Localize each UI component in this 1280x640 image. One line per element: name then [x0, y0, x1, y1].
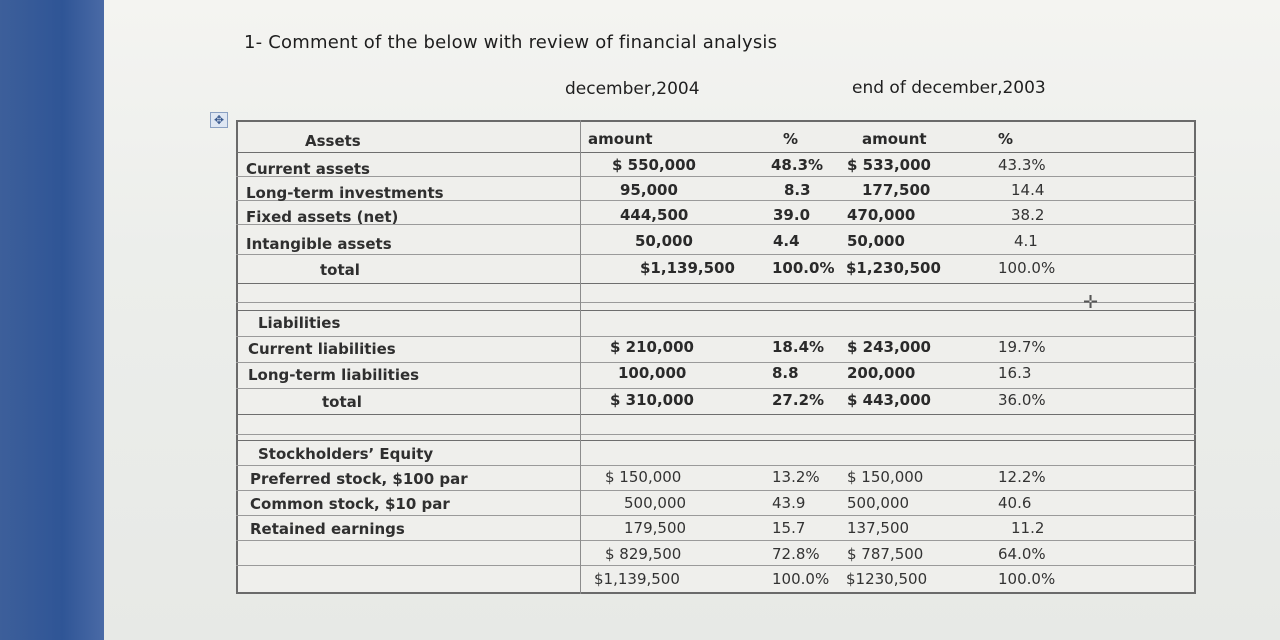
- amount-2003: 137,500: [847, 519, 910, 537]
- pct-2004: 15.7: [772, 519, 806, 537]
- row-divider: [236, 414, 1196, 415]
- period-2004: december,2004: [565, 79, 700, 99]
- page-title: 1- Comment of the below with review of financial analysis: [244, 32, 778, 53]
- amount-2004: $ 550,000: [612, 156, 696, 174]
- row-divider: [236, 152, 1196, 153]
- amount-2003: 177,500: [862, 181, 931, 199]
- amount-2003: $ 533,000: [847, 156, 931, 174]
- move-cursor-icon: ✛: [1083, 292, 1099, 313]
- amount-2004: $ 829,500: [605, 545, 682, 563]
- period-2003: end of december,2003: [852, 78, 1046, 98]
- pct-2004: 39.0: [773, 206, 811, 224]
- row-divider: [236, 362, 1196, 363]
- row-label: Retained earnings: [250, 520, 405, 538]
- row-label: Current assets: [246, 160, 370, 178]
- amount-2003: $ 443,000: [847, 391, 931, 409]
- amount-2003: $ 243,000: [847, 338, 931, 356]
- row-divider: [236, 434, 1196, 435]
- amount-2003: $ 787,500: [847, 545, 924, 563]
- row-label: Long-term investments: [246, 184, 444, 202]
- amount-2003: $1,230,500: [846, 259, 941, 277]
- amount-2003: $1230,500: [846, 570, 928, 588]
- amount-2004: $ 310,000: [610, 391, 694, 409]
- row-divider: [236, 254, 1196, 255]
- amount-2004: 95,000: [620, 181, 678, 199]
- row-divider: [236, 336, 1196, 337]
- amount-2003: 50,000: [847, 232, 905, 250]
- row-label: Current liabilities: [248, 340, 396, 358]
- row-divider: [236, 440, 1196, 441]
- pct-2004: 13.2%: [772, 468, 820, 486]
- amount-2003: 470,000: [847, 206, 916, 224]
- section-title: Liabilities: [258, 314, 341, 332]
- row-label: Intangible assets: [246, 235, 392, 253]
- amount-2004: 179,500: [624, 519, 687, 537]
- amount-2004: 500,000: [624, 494, 687, 512]
- amount-2004: 100,000: [618, 364, 687, 382]
- pct-2004: 18.4%: [772, 338, 825, 356]
- pct-2003: 64.0%: [998, 545, 1046, 563]
- amount-2004: $1,139,500: [594, 570, 680, 588]
- pct-2004: 8.3: [784, 181, 811, 199]
- row-label: total: [322, 393, 362, 411]
- pct-2004: 100.0%: [772, 570, 830, 588]
- amount-2004: $ 210,000: [610, 338, 694, 356]
- row-divider: [236, 515, 1196, 516]
- header-pct-2004: %: [783, 130, 799, 148]
- amount-2004: 444,500: [620, 206, 689, 224]
- row-label: Long-term liabilities: [248, 366, 420, 384]
- header-amount-2004: amount: [588, 130, 653, 148]
- pct-2004: 4.4: [773, 232, 800, 250]
- pct-2003: 38.2: [1011, 206, 1045, 224]
- section-title: Stockholders’ Equity: [258, 445, 434, 463]
- row-divider: [236, 565, 1196, 566]
- pct-2003: 19.7%: [998, 338, 1046, 356]
- row-divider: [236, 310, 1196, 311]
- pct-2003: 100.0%: [998, 259, 1056, 277]
- pct-2004: 43.9: [772, 494, 806, 512]
- row-divider: [236, 176, 1196, 177]
- row-divider: [236, 540, 1196, 541]
- pct-2003: 16.3: [998, 364, 1032, 382]
- pct-2004: 48.3%: [771, 156, 824, 174]
- desk-background: [0, 0, 104, 640]
- move-handle-icon[interactable]: ✥: [210, 112, 228, 128]
- row-divider: [236, 283, 1196, 284]
- pct-2003: 36.0%: [998, 391, 1046, 409]
- pct-2003: 12.2%: [998, 468, 1046, 486]
- row-divider: [236, 302, 1196, 303]
- amount-2003: $ 150,000: [847, 468, 924, 486]
- pct-2003: 40.6: [998, 494, 1032, 512]
- row-label: Common stock, $10 par: [250, 495, 450, 513]
- column-divider: [580, 120, 581, 594]
- row-divider: [236, 490, 1196, 491]
- pct-2003: 100.0%: [998, 570, 1056, 588]
- pct-2004: 27.2%: [772, 391, 825, 409]
- pct-2004: 72.8%: [772, 545, 820, 563]
- amount-2003: 500,000: [847, 494, 910, 512]
- row-divider: [236, 388, 1196, 389]
- amount-2004: $ 150,000: [605, 468, 682, 486]
- pct-2003: 14.4: [1011, 181, 1045, 199]
- amount-2004: $1,139,500: [640, 259, 735, 277]
- pct-2003: 43.3%: [998, 156, 1046, 174]
- header-pct-2003: %: [998, 130, 1014, 148]
- pct-2004: 8.8: [772, 364, 799, 382]
- row-label: Fixed assets (net): [246, 208, 399, 226]
- header-amount-2003: amount: [862, 130, 927, 148]
- amount-2003: 200,000: [847, 364, 916, 382]
- pct-2003: 4.1: [1014, 232, 1038, 250]
- amount-2004: 50,000: [635, 232, 693, 250]
- row-divider: [236, 465, 1196, 466]
- pct-2003: 11.2: [1011, 519, 1045, 537]
- row-label: Preferred stock, $100 par: [250, 470, 468, 488]
- header-assets: Assets: [305, 132, 361, 150]
- pct-2004: 100.0%: [772, 259, 835, 277]
- row-label: total: [320, 261, 360, 279]
